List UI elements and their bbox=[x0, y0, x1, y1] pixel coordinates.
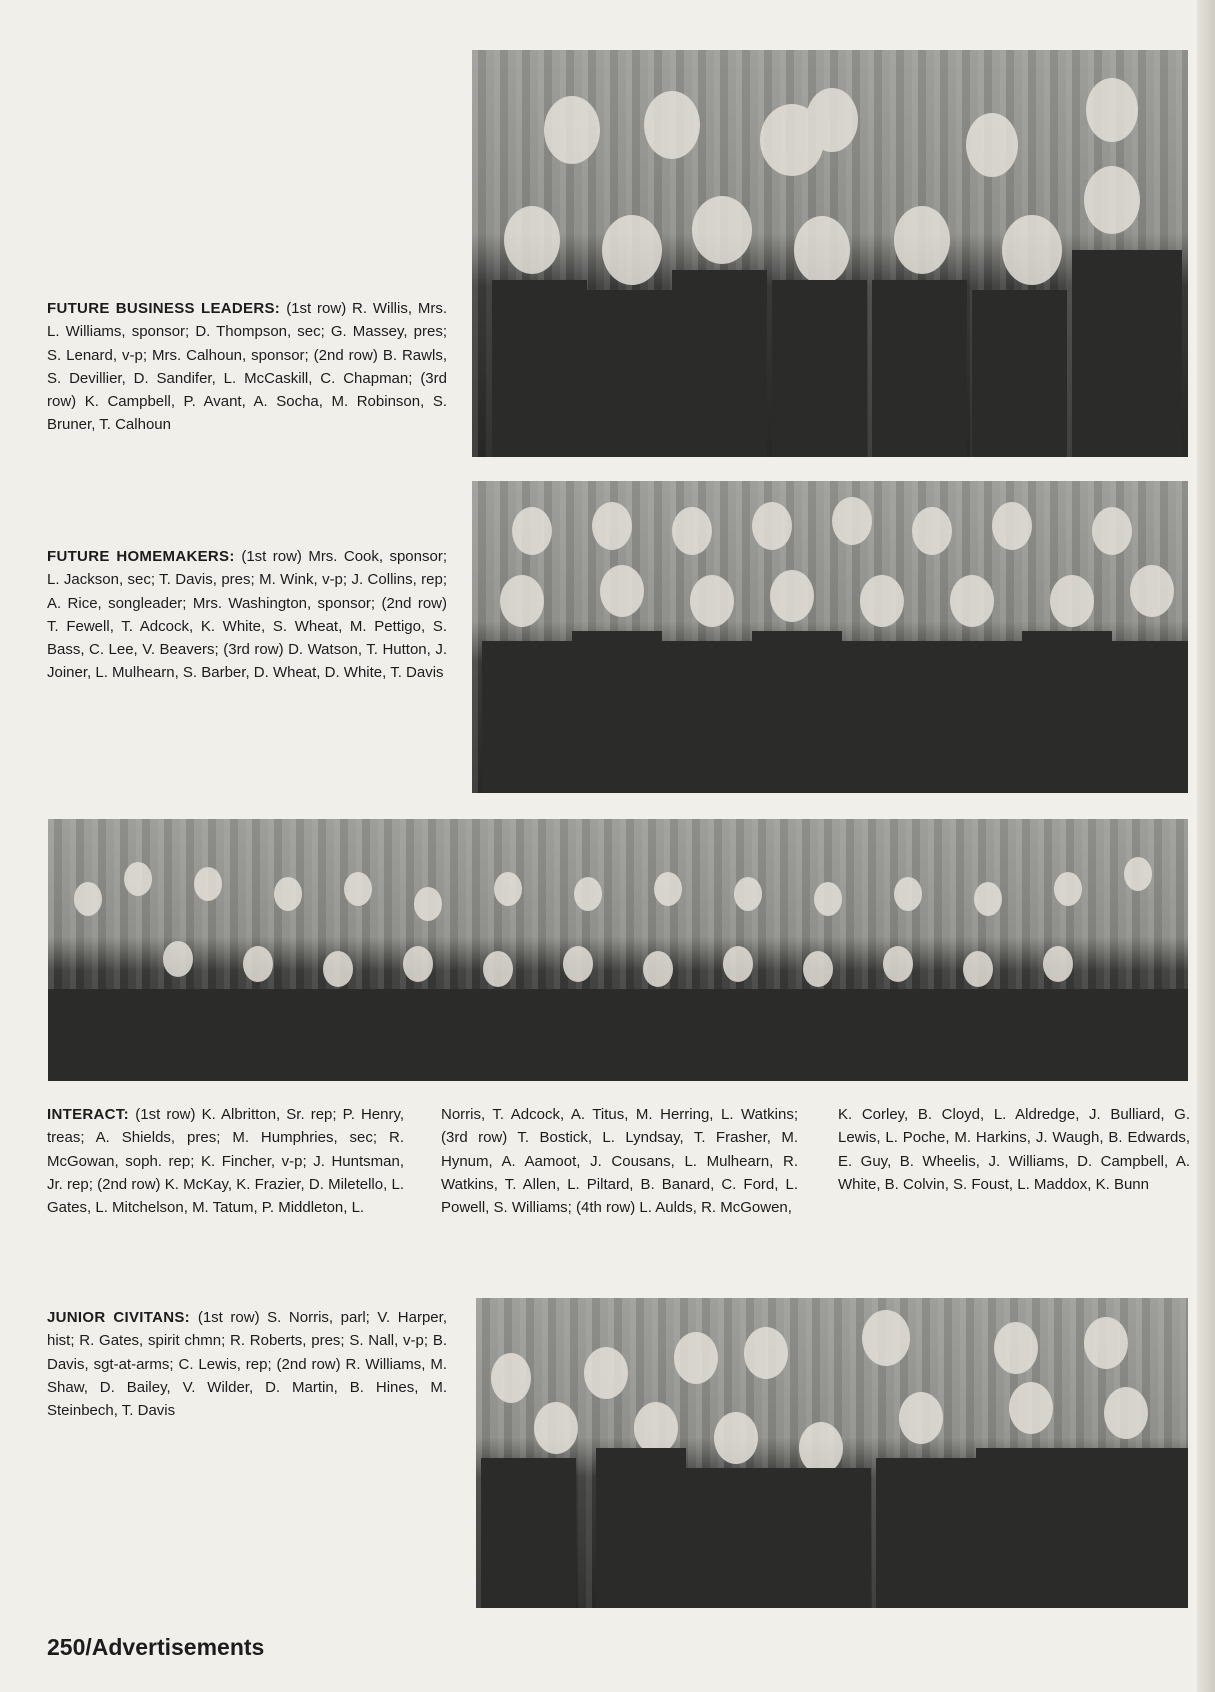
heading-future-business-leaders: FUTURE BUSINESS LEADERS: bbox=[47, 300, 287, 317]
text-interact-col2: Norris, T. Adcock, A. Titus, M. Herring, L. Watkins; (3rd row) T. Bostick, L. Lyndsay, T. Frasher, M. Hynum, A. Aamoot, J. Cousans, L. Mulhearn, R. Watkins, T. Allen, L. Piltard, B. Banard, C. Ford, L. Powell, S. Williams; (4th row) L. Aulds, R. McGowen, bbox=[441, 1106, 798, 1217]
page-folio: 250/Advertisements bbox=[47, 1634, 265, 1660]
text-junior-civitans: (1st row) S. Norris, parl; V. Harper, hist; R. Gates, spirit chmn; R. Roberts, pres; S. Nall, v-p; B. Davis, sgt-at-arms; C. Lewis, rep; (2nd row) R. Williams, M. Shaw, D. Bailey, V. Wilder, D. Martin, B. Hines, M. Steinbech, T. Davis bbox=[47, 1309, 447, 1420]
photo-future-homemakers bbox=[472, 481, 1188, 793]
photo-interact bbox=[48, 819, 1188, 1081]
text-future-homemakers: (1st row) Mrs. Cook, sponsor; L. Jackson, sec; T. Davis, pres; M. Wink, v-p; J. Collins, rep; A. Rice, songleader; Mrs. Washington, sponsor; (2nd row) T. Fewell, T. Adcock, K. White, S. Wheat, M. Pettigo, S. Bass, C. Lee, V. Beavers; (3rd row) D. Watson, T. Hutton, J. Joiner, L. Mulhearn, S. Barber, D. Wheat, D. White, T. Davis bbox=[47, 548, 447, 682]
caption-future-business-leaders bbox=[47, 297, 447, 437]
text-future-business-leaders: (1st row) R. Willis, Mrs. L. Williams, sponsor; D. Thompson, sec; G. Massey, pres; S. Lenard, v-p; Mrs. Calhoun, sponsor; (2nd row) B. Rawls, S. Devillier, D. Sandifer, L. McCaskill, C. Chapman; (3rd row) K. Campbell, P. Avant, A. Socha, M. Robinson, S. Bruner, T. Calhoun bbox=[47, 300, 448, 434]
page-edge bbox=[1197, 0, 1215, 1692]
heading-future-homemakers: FUTURE HOMEMAKERS: bbox=[47, 548, 242, 565]
photo-junior-civitans bbox=[476, 1298, 1188, 1608]
caption-junior-civitans bbox=[47, 1306, 447, 1422]
text-interact-col3: K. Corley, B. Cloyd, L. Aldredge, J. Bulliard, G. Lewis, L. Poche, M. Harkins, J. Waugh, B. Edwards, E. Guy, B. Wheelis, J. Williams, D. Campbell, A. White, B. Colvin, S. Foust, L. Maddox, K. Bunn bbox=[838, 1106, 1190, 1193]
heading-interact: INTERACT: bbox=[47, 1106, 136, 1123]
text-interact-col1: (1st row) K. Albritton, Sr. rep; P. Henry, treas; A. Shields, pres; M. Humphries, sec; R. McGowan, soph. rep; K. Fincher, v-p; J. Huntsman, Jr. rep; (2nd row) K. McKay, K. Frazier, D. Miletello, L. Gates, L. Mitchelson, M. Tatum, P. Middleton, L. bbox=[47, 1106, 405, 1217]
caption-interact bbox=[47, 1103, 404, 1219]
caption-future-homemakers bbox=[47, 545, 447, 685]
photo-future-business-leaders bbox=[472, 50, 1188, 457]
heading-junior-civitans: JUNIOR CIVITANS: bbox=[47, 1309, 198, 1326]
